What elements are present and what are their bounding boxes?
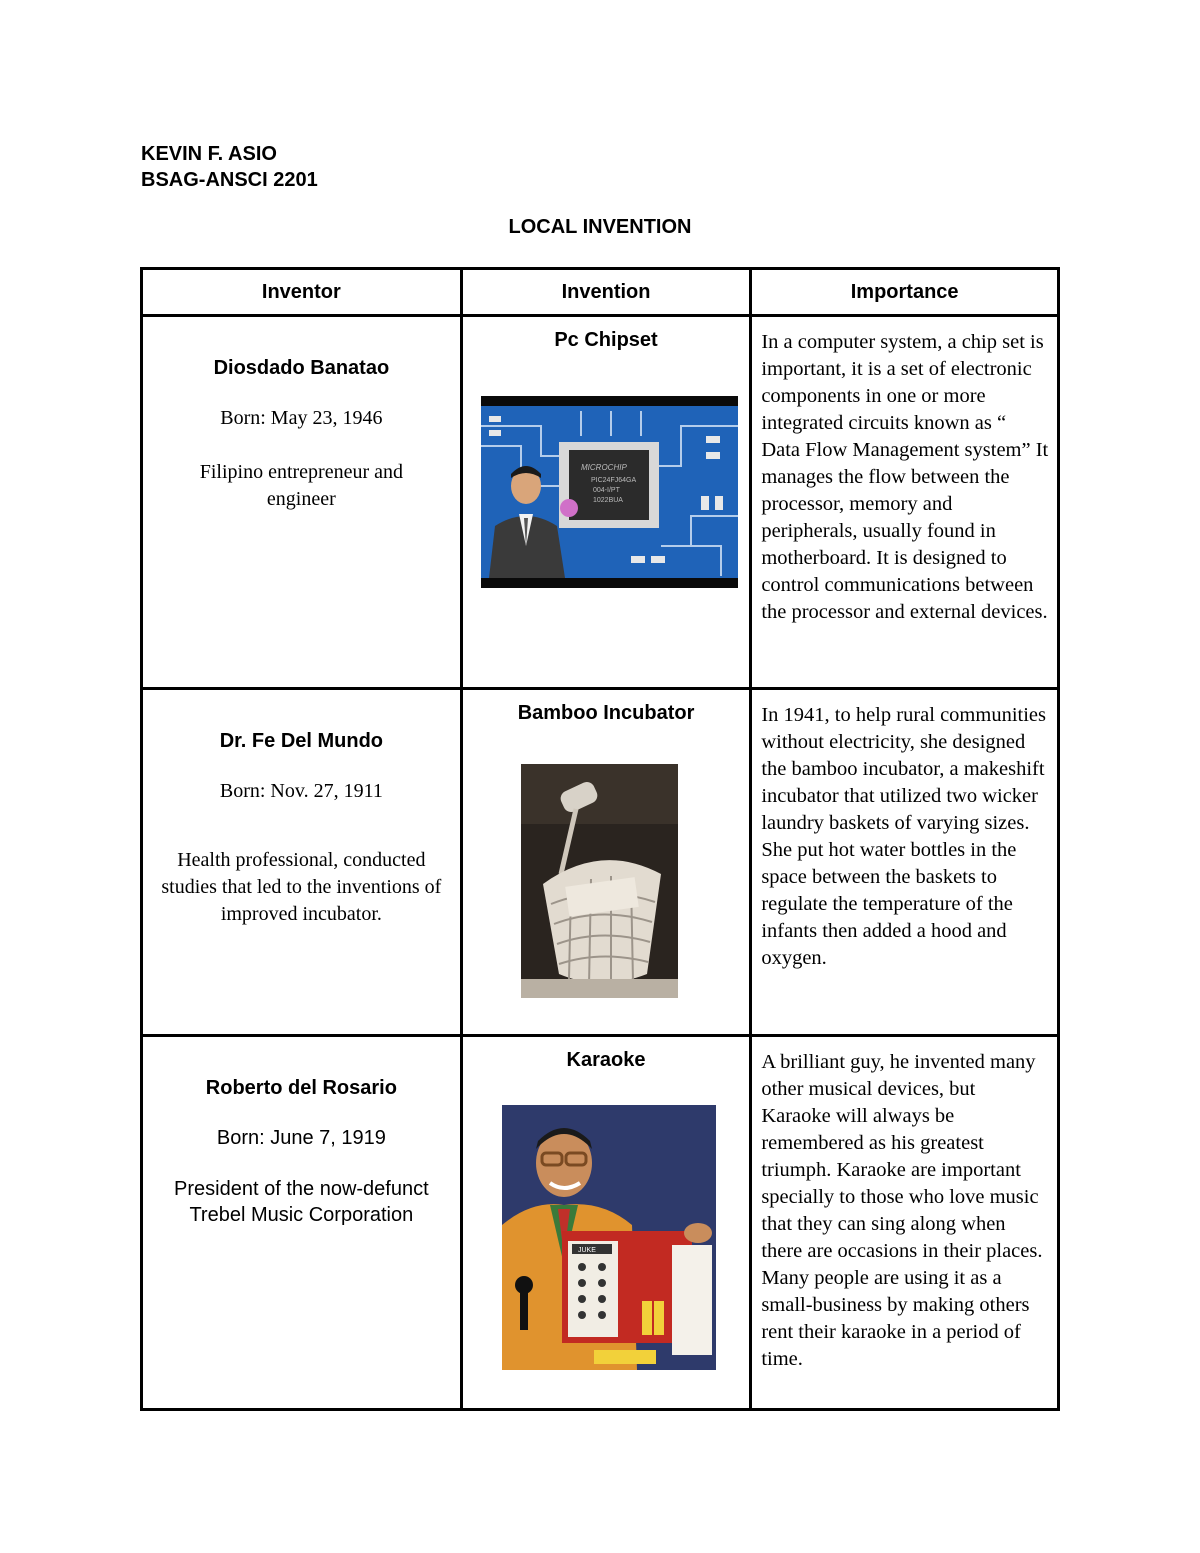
course-code: BSAG-ANSCI 2201 [141, 169, 318, 191]
invention-name: Pc Chipset [554, 329, 658, 351]
bamboo-incubator-photo [521, 764, 678, 998]
svg-text:004-I/PT: 004-I/PT [592, 487, 620, 494]
inventor-description: Health professional, conducted studies that led to the inventions of improved incubator. [161, 849, 442, 925]
invention-name: Karaoke [566, 1049, 646, 1071]
karaoke-image [502, 1105, 716, 1370]
table-row [142, 689, 1059, 1036]
page-title: LOCAL INVENTION [508, 216, 692, 238]
karaoke-photo [502, 1105, 716, 1370]
table-row [142, 1036, 1059, 1410]
svg-text:1022BUA: 1022BUA [592, 497, 623, 504]
inventor-description: President of the now-defunct Trebel Music Corporation [174, 1178, 429, 1226]
document-header [141, 141, 318, 193]
inventor-born: Born: Nov. 27, 1911 [219, 780, 383, 802]
svg-text:PIC24FJ64GA: PIC24FJ64GA [590, 477, 636, 484]
inventions-table [140, 267, 1060, 1411]
inventor-cell [142, 689, 462, 1036]
pc-chipset-image [481, 396, 738, 588]
inventor-name: Dr. Fe Del Mundo [219, 730, 384, 752]
inventor-name: Diosdado Banatao [213, 357, 390, 379]
inventor-born: Born: May 23, 1946 [220, 407, 383, 429]
invention-cell [461, 1036, 751, 1410]
inventor-cell [142, 1036, 462, 1410]
importance-cell: A brilliant guy, he invented many other musical devices, but Karaoke will always be remembered as his greatest triumph. Karaoke are important specially to those who love music that they can sing along when there are occasions in their places. Many people are using it as a small-business by making others rent their karaoke in a period of time. [751, 1036, 1059, 1410]
importance-cell: In a computer system, a chip set is important, it is a set of electronic components in one or more integrated circuits known as “ Data Flow Management system” It manages the flow between the processor, memory and peripherals, usually found in motherboard. It is designed to control communications between the processor and external devices. [751, 316, 1059, 689]
invention-name: Bamboo Incubator [517, 702, 695, 724]
column-header-inventor: Inventor [142, 269, 462, 316]
pc-chipset-photo [481, 396, 738, 588]
svg-text:JUKE: JUKE [577, 1247, 596, 1254]
inventor-name: Roberto del Rosario [205, 1077, 397, 1099]
svg-text:MICROCHIP: MICROCHIP [580, 463, 627, 472]
author-name: KEVIN F. ASIO [141, 143, 277, 165]
importance-cell: In 1941, to help rural communities without electricity, she designed the bamboo incubator, a makeshift incubator that utilized two wicker laundry baskets of varying sizes. She put hot water bottles in the space between the baskets to regulate the temperature of the infants then added a hood and oxygen. [751, 689, 1059, 1036]
invention-cell [461, 689, 751, 1036]
column-header-importance: Importance [751, 269, 1059, 316]
column-header-invention: Invention [461, 269, 751, 316]
bamboo-incubator-image [521, 764, 678, 998]
table-row [142, 316, 1059, 689]
inventor-cell [142, 316, 462, 689]
invention-cell [461, 316, 751, 689]
table-header-row [142, 269, 1059, 316]
inventor-description: Filipino entrepreneur and engineer [199, 461, 403, 510]
inventor-born: Born: June 7, 1919 [216, 1127, 386, 1149]
